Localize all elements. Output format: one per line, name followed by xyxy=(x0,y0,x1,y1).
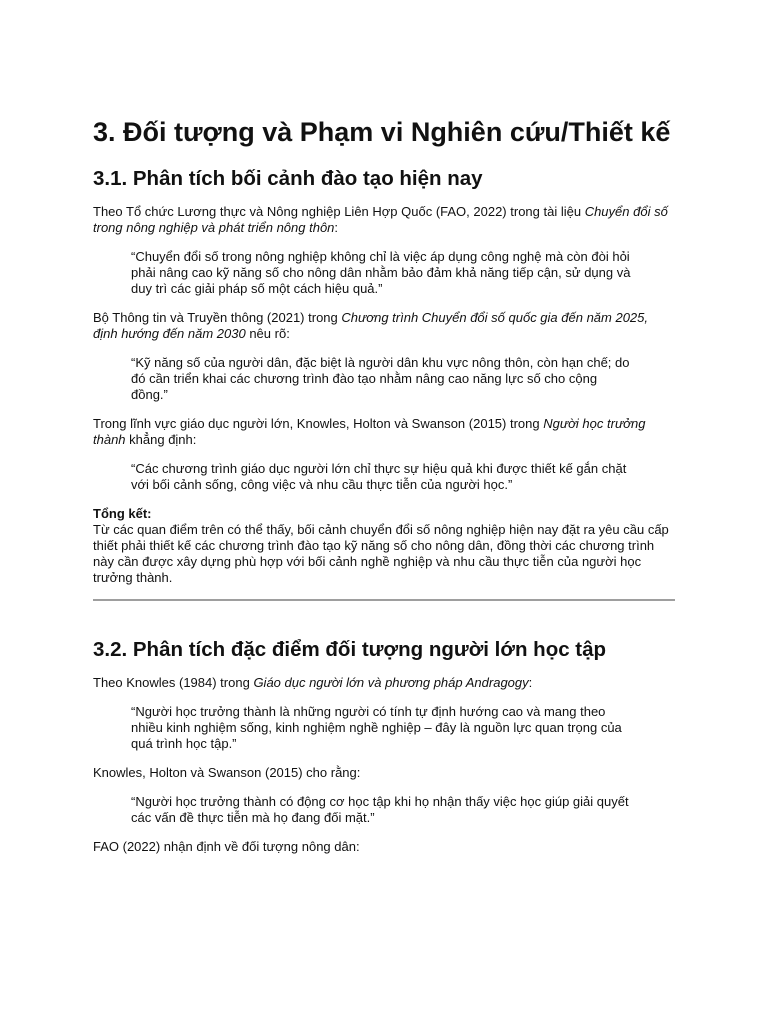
paragraph-text: Trong lĩnh vực giáo dục người lớn, Knowles, Holton và Swanson (2015) trong xyxy=(93,416,544,431)
section-3-heading: 3. Đối tượng và Phạm vi Nghiên cứu/Thiết kế xyxy=(93,117,671,147)
section-3-2-heading: 3.2. Phân tích đặc điểm đối tượng người lớn học tập xyxy=(93,638,607,661)
paragraph-text: : xyxy=(528,675,533,690)
paragraph-text: Theo Knowles (1984) trong xyxy=(93,675,254,690)
document-title-italic: Chương trình Chuyển đổi số quốc gia đến năm 2025, định hướng đến năm 2030 xyxy=(93,310,649,341)
paragraph-fao-farmers: FAO (2022) nhận định về đối tượng nông dân: xyxy=(93,839,360,854)
summary-text: Từ các quan điểm trên có thể thấy, bối cảnh chuyển đổi số nông nghiệp hiện nay đặt ra yêu cầu cấp thiết phải thiết kế các chương trình đào tạo kỹ năng số cho nông dân, đồng thời các chương trình này cần được xây dựng phù hợp với bối cảnh nghề nghiệp và nhu cầu thực tiễn của người học trưởng thành. xyxy=(93,522,669,585)
paragraph-ministry-intro xyxy=(93,310,675,342)
paragraph-text: Bộ Thông tin và Truyền thông (2021) trong xyxy=(93,310,342,325)
paragraph-text: : xyxy=(334,220,339,235)
paragraph-knowles-1984-intro xyxy=(93,675,675,691)
paragraph-knowles-2015: Knowles, Holton và Swanson (2015) cho rằng: xyxy=(93,765,361,780)
quote-fao: “Chuyển đổi số trong nông nghiệp không chỉ là việc áp dụng công nghệ mà còn đòi hỏi phải nâng cao kỹ năng số cho nông dân nhằm bảo đảm khả năng tiếp cận, sử dụng và duy trì các giải pháp số một cách hiệu quả.” xyxy=(131,249,631,296)
paragraph-text: khẳng định: xyxy=(125,432,197,447)
document-page xyxy=(93,116,675,868)
paragraph-fao-intro xyxy=(93,204,675,236)
paragraph-text: Theo Tổ chức Lương thực và Nông nghiệp Liên Hợp Quốc (FAO, 2022) trong tài liệu xyxy=(93,204,585,219)
section-3-1-heading: 3.1. Phân tích bối cảnh đào tạo hiện nay xyxy=(93,167,483,190)
quote-ministry: “Kỹ năng số của người dân, đặc biệt là người dân khu vực nông thôn, còn hạn chế; do đó cần triển khai các chương trình đào tạo nhằm nâng cao năng lực số cho cộng đồng.” xyxy=(131,355,630,402)
quote-knowles-2015: “Người học trưởng thành có động cơ học tập khi họ nhận thấy việc học giúp giải quyết các vấn đề thực tiễn mà họ đang đối mặt.” xyxy=(131,794,629,825)
quote-knowles-1984: “Người học trưởng thành là những người có tính tự định hướng cao và mang theo nhiều kinh nghiệm sống, kinh nghiệm nghề nghiệp – đây là nguồn lực quan trọng của quá trình học tập.” xyxy=(131,704,622,751)
quote-knowles: “Các chương trình giáo dục người lớn chỉ thực sự hiệu quả khi được thiết kế gắn chặt với bối cảnh sống, công việc và nhu cầu thực tiễn của người học.” xyxy=(131,461,627,492)
document-title-italic: Giáo dục người lớn và phương pháp Andragogy xyxy=(253,675,529,690)
summary-label: Tổng kết: xyxy=(93,506,152,521)
paragraph-text: nêu rõ: xyxy=(245,326,290,341)
section-divider xyxy=(93,599,675,601)
paragraph-knowles-intro xyxy=(93,416,675,448)
summary-paragraph xyxy=(93,506,675,586)
document-title-italic: Người học trưởng thành xyxy=(93,416,646,447)
document-title-italic: Chuyển đổi số trong nông nghiệp và phát triển nông thôn xyxy=(93,204,668,235)
